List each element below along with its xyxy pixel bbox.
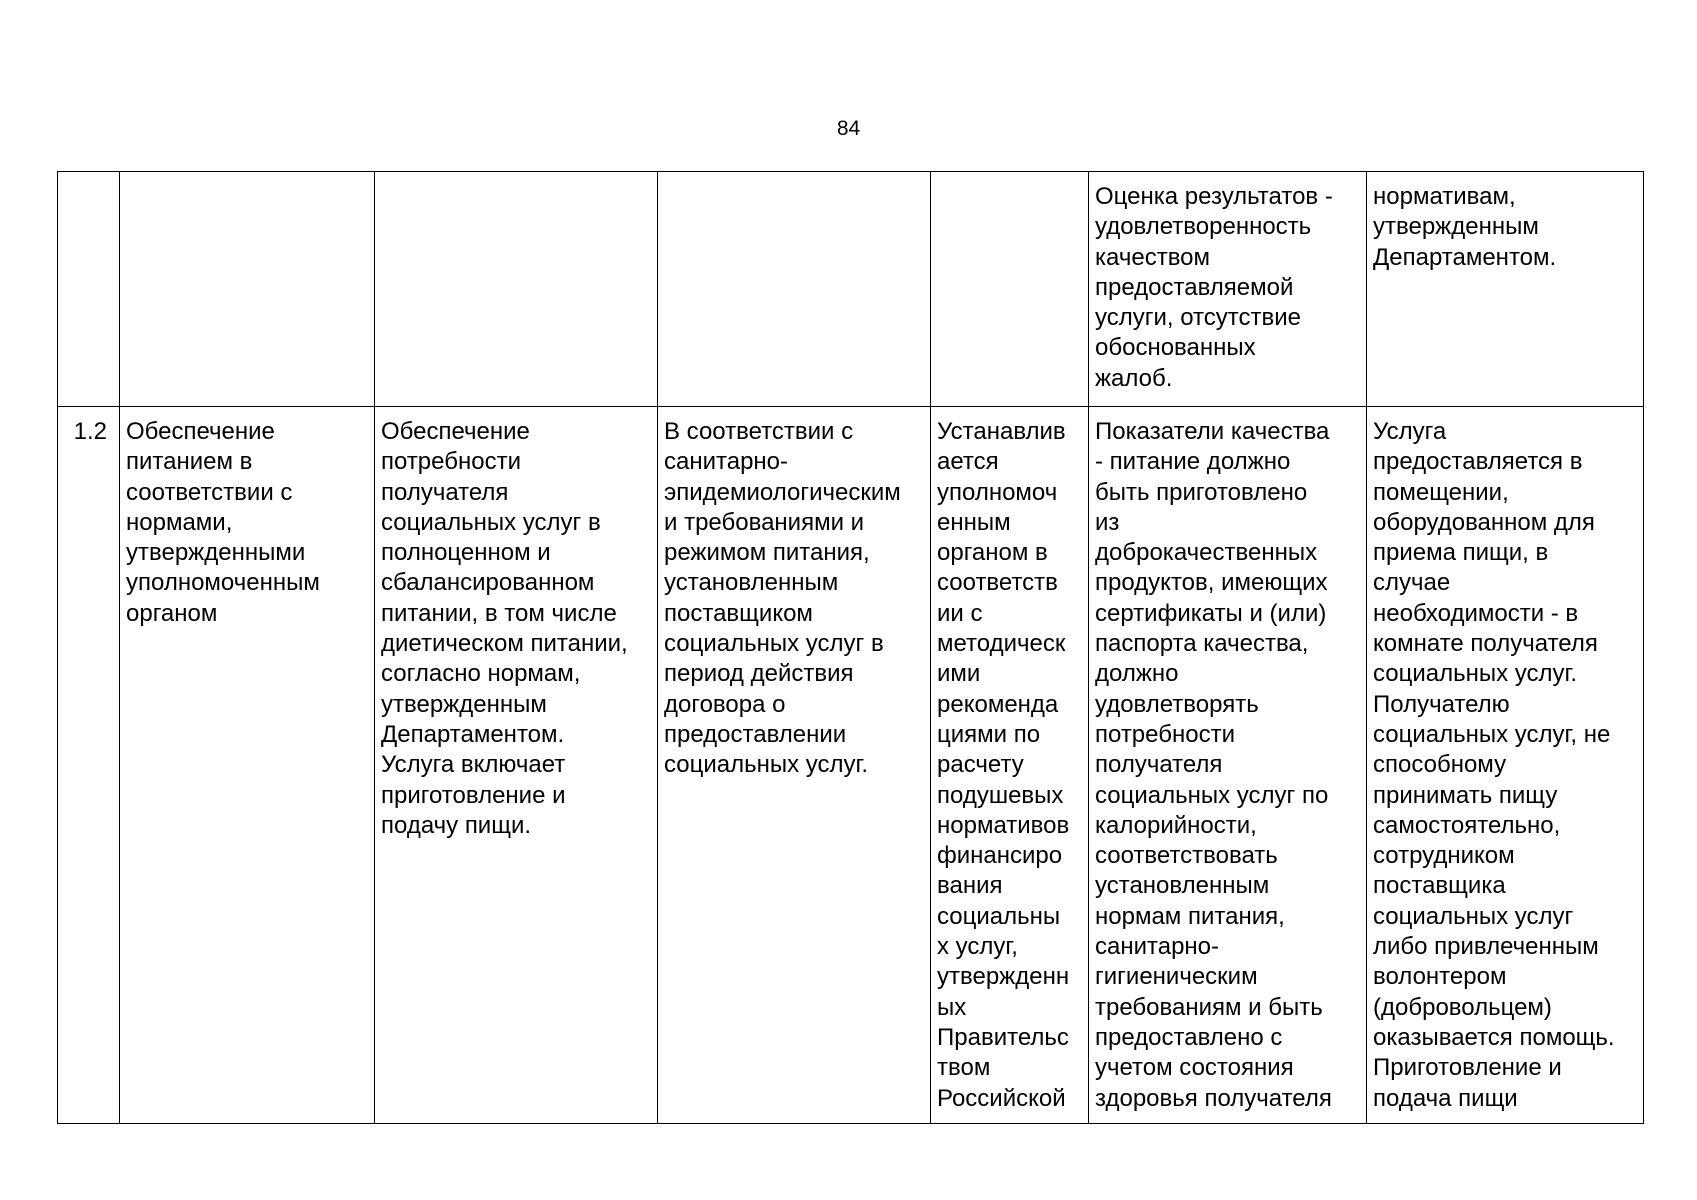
cell-service-description: Обеспечение потребности получателя социальных услуг в полноценном и сбалансированном питании, в том числе диетическом питании, согласно нормам, утвержденным Департаментом. Услуга включает приготовление и подачу пищи. [375,407,658,1124]
cell-service-rate: Устанавлив ается уполномоч енным органом в соответств ии с методическ ими рекоменда циями по расчету подушевых нормативов финансиро вания социальны х услуг, утвержденн ых Правительс твом Российской [931,407,1089,1124]
cell-quality-indicators: Показатели качества - питание должно быть приготовлено из доброкачественных продуктов, имеющих сертификаты и (или) паспорта качества, должно удовлетворять потребности получателя социальных услуг по калорийности, соответствовать установленным нормам питания, санитарно- гигиеническим требованиям и быть предоставлено с учетом состояния здоровья получателя [1089,407,1367,1124]
page-number: 84 [836,117,861,140]
services-table [57,171,1644,1124]
cell-service-description [375,172,658,407]
table-row [58,407,1644,1124]
cell-number [58,172,120,407]
cell-service-name: Обеспечение питанием в соответствии с нормами, утвержденными уполномоченным органом [120,407,375,1124]
cell-service-terms: В соответствии с санитарно- эпидемиологическим и требованиями и режимом питания, установленным поставщиком социальных услуг в период действия договора о предоставлении социальных услуг. [658,407,931,1124]
cell-quality-indicators: Оценка результатов - удовлетворенность качеством предоставляемой услуги, отсутствие обоснованных жалоб. [1089,172,1367,407]
cell-service-conditions: Услуга предоставляется в помещении, оборудованном для приема пищи, в случае необходимости - в комнате получателя социальных услуг. Получателю социальных услуг, не способному принимать пищу самостоятельно, сотрудником поставщика социальных услуг либо привлеченным волонтером (добровольцем) оказывается помощь. Приготовление и подача пищи [1367,407,1644,1124]
table-row [58,172,1644,407]
cell-service-rate [931,172,1089,407]
cell-number: 1.2 [58,407,120,1124]
cell-service-conditions: нормативам, утвержденным Департаментом. [1367,172,1644,407]
cell-service-terms [658,172,931,407]
cell-service-name [120,172,375,407]
